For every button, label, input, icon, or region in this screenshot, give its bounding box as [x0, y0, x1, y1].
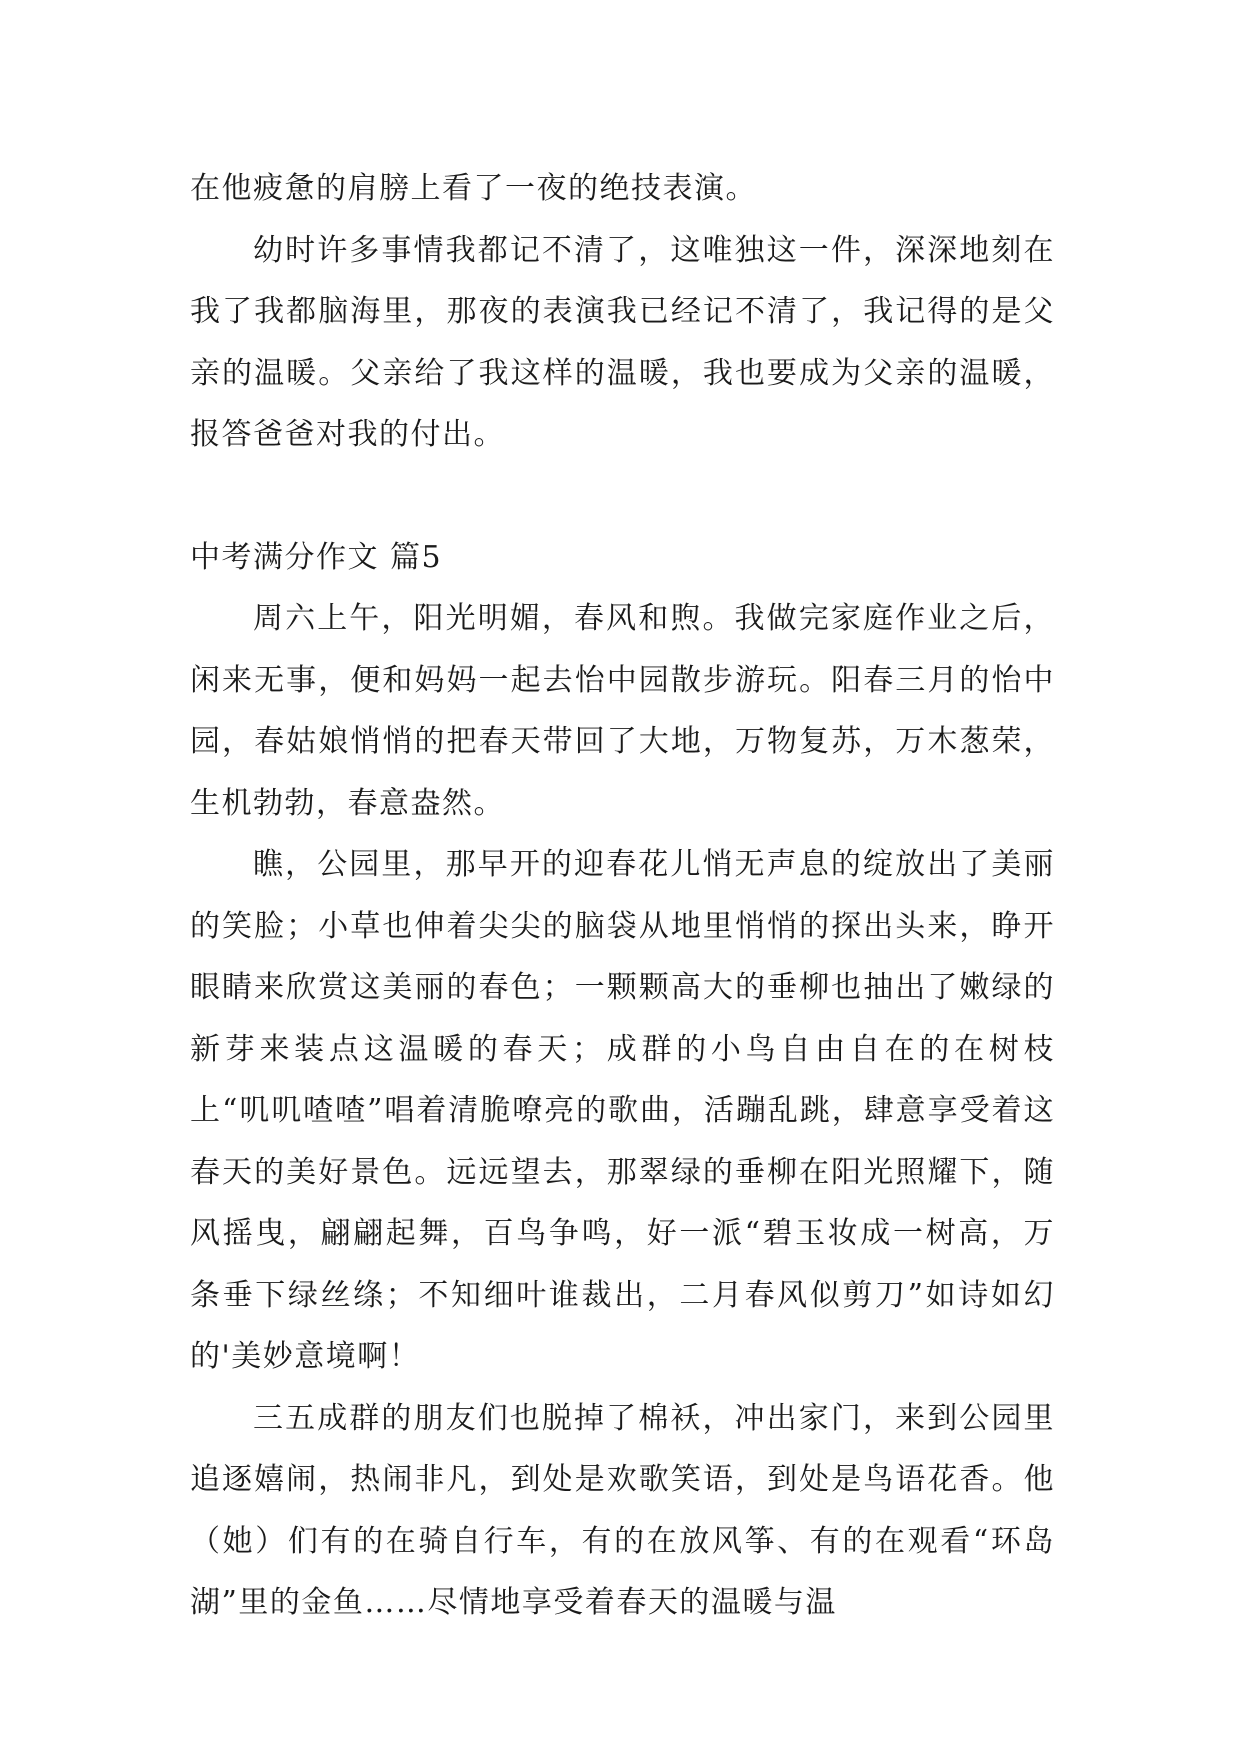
friends-paragraph: 三五成群的朋友们也脱掉了棉袄，冲出家门，来到公园里追逐嬉闹，热闹非凡，到处是欢歌笑语，到处是鸟语花香。他（她）们有的在骑自行车，有的在放风筝、有的在观看“环岛湖”里的金鱼……尽情地享受着春天的温暖与温 — [190, 1400, 1055, 1620]
continuation-paragraph: 在他疲惫的肩膀上看了一夜的绝技表演。 — [190, 171, 757, 206]
park-scenery-paragraph: 瞧，公园里，那早开的迎春花儿悄无声息的绽放出了美丽的笑脸；小草也伸着尖尖的脑袋从地里悄悄的探出头来，睁开眼睛来欣赏这美丽的春色；一颗颗高大的垂柳也抽出了嫩绿的新芽来装点这温暖的春天；成群的小鸟自由自在的在树枝上“叽叽喳喳”唱着清脆嘹亮的歌曲，活蹦乱跳，肆意享受着这春天的美好景色。远远望去，那翠绿的垂柳在阳光照耀下，随风摇曳，翩翩起舞，百鸟争鸣，好一派“碧玉妆成一树高，万条垂下绿丝绦；不知细叶谁裁出，二月春风似剪刀”如诗如幻的'美妙意境啊！ — [190, 847, 1055, 1374]
saturday-paragraph: 周六上午，阳光明媚，春风和煦。我做完家庭作业之后，闲来无事，便和妈妈一起去怡中园散步游玩。阳春三月的怡中园，春姑娘悄悄的把春天带回了大地，万物复苏，万木葱荣，生机勃勃，春意盎然。 — [190, 601, 1055, 821]
section-spacer — [190, 466, 1055, 527]
section-title: 中考满分作文 篇5 — [190, 539, 443, 575]
memory-paragraph: 幼时许多事情我都记不清了，这唯独这一件，深深地刻在我了我都脑海里，那夜的表演我已经记不清了，我记得的是父亲的温暖。父亲给了我这样的温暖，我也要成为父亲的温暖，报答爸爸对我的付出。 — [190, 232, 1055, 452]
document-body — [190, 158, 1055, 1634]
